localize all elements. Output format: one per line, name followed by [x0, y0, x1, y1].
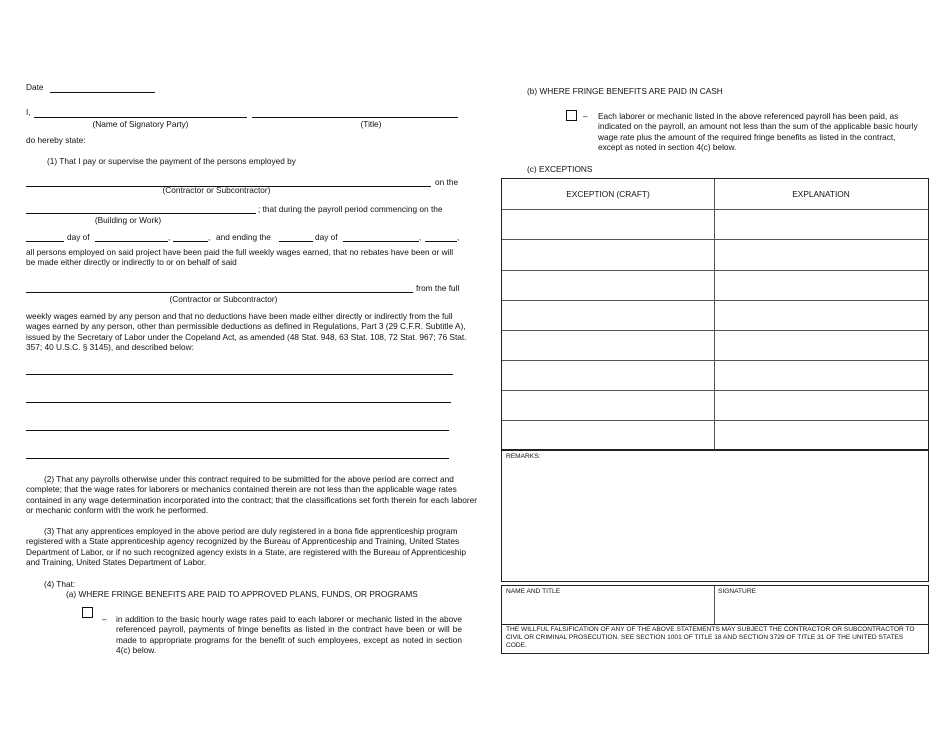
date-field[interactable] [50, 92, 155, 93]
exception-craft-header: EXCEPTION (CRAFT) [566, 189, 650, 199]
row-divider [502, 270, 928, 271]
signature-divider [714, 586, 715, 624]
payroll-period-text: ; that during the payroll period commencing on the [258, 204, 443, 214]
signature-box [501, 585, 929, 654]
explanation-header: EXPLANATION [792, 189, 850, 199]
start-year-field[interactable] [173, 241, 208, 242]
paragraph-4b-body: Each laborer or mechanic listed in the above referenced payroll has been paid, as indicated on the payroll, an amount not less than the sum of the applicable basic hourly wage rate plus the amount of the required fringe benefits as listed in the contract, except as noted in section 4(c) below. [598, 111, 918, 153]
ending-text: and ending the [216, 232, 271, 242]
i-label: I, [26, 107, 31, 117]
comma: , [419, 232, 422, 242]
exceptions-table [501, 178, 929, 450]
signatory-name-field[interactable] [34, 117, 247, 118]
name-and-title-label: NAME AND TITLE [506, 588, 561, 595]
paragraph-2: (2) That any payrolls otherwise under this contract required to be submitted for the above period are correct and complete; that the wage rates for laborers or mechanics contained therein are not less than the applicable wage rates contained in any wage determination incorporated into the contract; that the classifications set forth therein for each laborer or mechanic conform with the work he performed. [26, 474, 478, 516]
end-day-field[interactable] [279, 241, 313, 242]
contractor-caption-1: (Contractor or Subcontractor) [162, 185, 271, 195]
remarks-box[interactable] [501, 450, 929, 582]
state-line: do hereby state: [26, 135, 86, 145]
day-of-text-1: day of [67, 232, 90, 242]
building-field[interactable] [26, 213, 256, 214]
column-divider [714, 179, 715, 449]
contractor-field-2[interactable] [26, 292, 413, 293]
start-month-field[interactable] [95, 241, 168, 242]
deductions-line-2[interactable] [26, 402, 451, 403]
row-divider [502, 330, 928, 331]
from-full-text: from the full [416, 283, 460, 293]
dash: – [583, 111, 588, 121]
on-the-text: on the [435, 177, 459, 187]
paragraph-4c-heading: (c) EXCEPTIONS [527, 164, 593, 174]
row-divider [502, 420, 928, 421]
comma: , [208, 232, 211, 242]
row-divider [502, 390, 928, 391]
start-day-field[interactable] [26, 241, 64, 242]
day-of-text-2: day of [315, 232, 338, 242]
signature-label: SIGNATURE [718, 588, 756, 595]
dash: – [102, 614, 107, 624]
comma: , [457, 232, 460, 242]
deductions-line-1[interactable] [26, 374, 453, 375]
row-divider [502, 300, 928, 301]
fringe-cash-checkbox[interactable] [566, 110, 577, 121]
paragraph-3: (3) That any apprentices employed in the above period are duly registered in a bona fide apprenticeship program registered with a State apprenticeship agency recognized by the Bureau of Apprenticeship and Training, United States Department of Labor, or if no such recognized agency exists in a State, are registered with the Bureau of Apprenticeship and Training, United States Department of Labor. [26, 526, 466, 568]
name-caption: (Name of Signatory Party) [92, 119, 189, 129]
end-year-field[interactable] [425, 241, 457, 242]
row-divider [502, 239, 928, 240]
row-divider [502, 209, 928, 210]
paragraph-1-body-2: weekly wages earned by any person and that no deductions have been made either directly or indirectly from the full wages earned by any person, other than permissible deductions as defined in Regulations, Part 3 (29 C.F.R. Subtitle A), issued by the Secretary of Labor under the Copeland Act, as amended (48 Stat. 948, 63 Stat. 108, 72 Stat. 967; 76 Stat. 357; 40 U.S.C. § 3145), and described below: [26, 311, 467, 353]
paragraph-1-body: all persons employed on said project have been paid the full weekly wages earned, that no rebates have been or will be made either directly or indirectly to or on behalf of said [26, 247, 454, 268]
remarks-label: REMARKS: [506, 453, 541, 460]
paragraph-4a-body: in addition to the basic hourly wage rates paid to each laborer or mechanic listed in the above referenced payroll, payments of fringe benefits as listed in the contract have been or will be made to appropriate programs for the benefit of such employees, except as noted in section 4(c) below. [116, 614, 462, 656]
paragraph-1-intro: (1) That I pay or supervise the payment of the persons employed by [47, 156, 296, 166]
paragraph-4a-heading: (a) WHERE FRINGE BENEFITS ARE PAID TO APPROVED PLANS, FUNDS, OR PROGRAMS [66, 589, 418, 599]
date-label: Date [26, 82, 44, 92]
falsification-warning: THE WILLFUL FALSIFICATION OF ANY OF THE ABOVE STATEMENTS MAY SUBJECT THE CONTRACTOR OR SUBCONTRACTOR TO CIVIL OR CRIMINAL PROSECUTION. SEE SECTION 1001 OF TITLE 18 AND SECTION 3729 OF TITLE 31 OF THE UNITED STATES CODE. [506, 626, 915, 649]
signatory-title-field[interactable] [252, 117, 458, 118]
row-divider [502, 360, 928, 361]
fringe-plans-checkbox[interactable] [82, 607, 93, 618]
end-month-field[interactable] [343, 241, 419, 242]
building-caption: (Building or Work) [94, 215, 162, 225]
title-caption: (Title) [360, 119, 382, 129]
signature-separator [502, 624, 928, 625]
paragraph-4-intro: (4) That: [44, 579, 76, 589]
paragraph-4b-heading: (b) WHERE FRINGE BENEFITS ARE PAID IN CASH [527, 86, 723, 96]
deductions-line-3[interactable] [26, 430, 449, 431]
deductions-line-4[interactable] [26, 458, 449, 459]
contractor-caption-2: (Contractor or Subcontractor) [169, 294, 278, 304]
comma: , [168, 232, 171, 242]
